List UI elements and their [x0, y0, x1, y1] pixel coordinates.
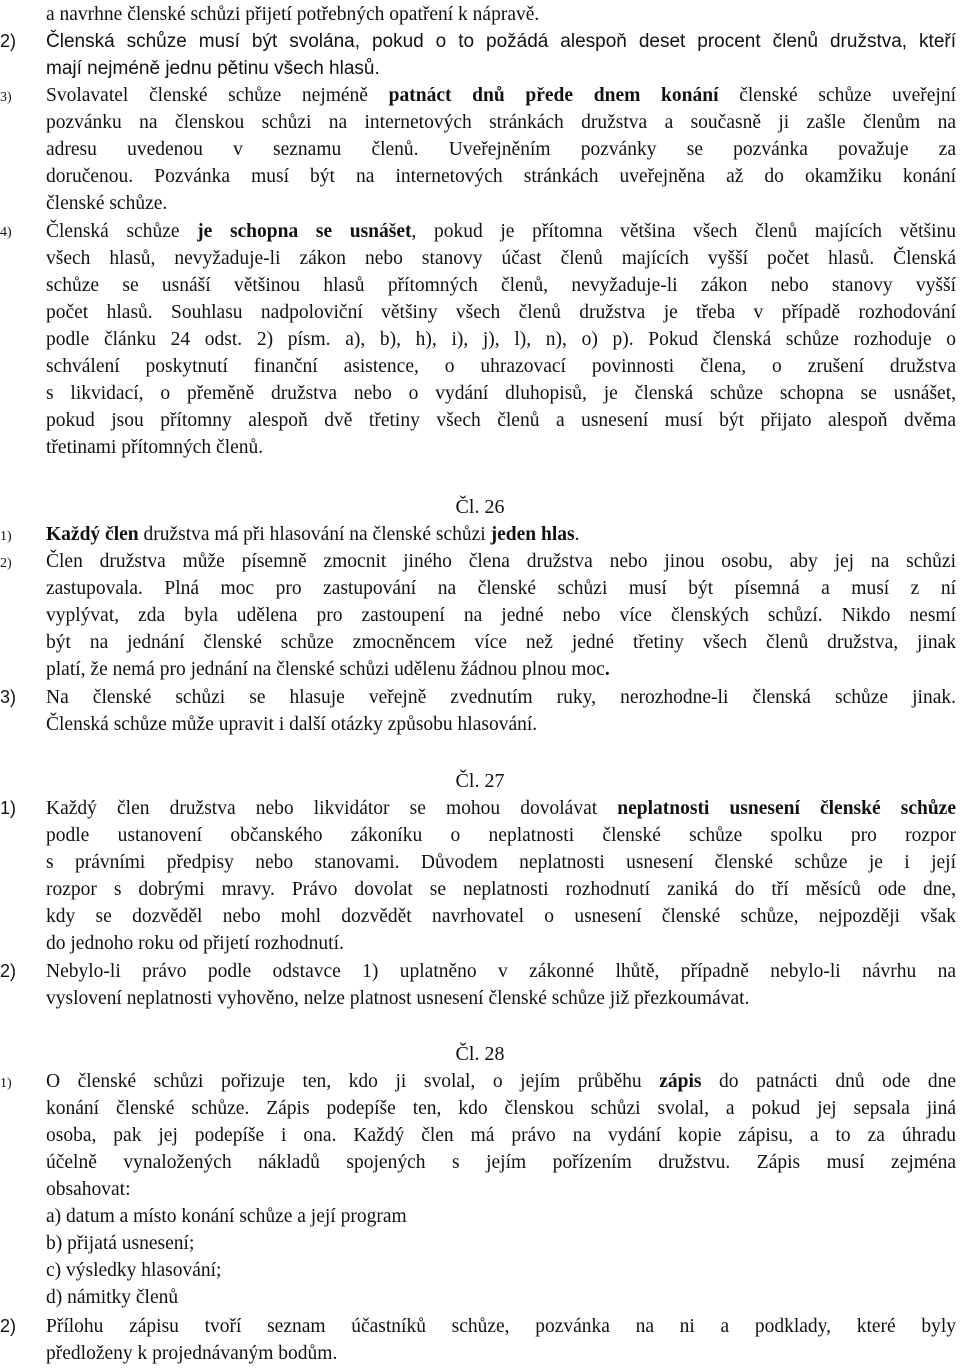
paragraph-line: Každý člen družstva má při hlasování na členské schůzi jeden hlas. — [46, 524, 580, 545]
paragraph-line: Člen družstva může písemně zmocnit jiného člena družstva nebo jinou osobu, aby jej na schůzi — [46, 551, 956, 572]
paragraph-line: doručenou. Pozvánka musí být na internetových stránkách uveřejněna až do okamžiku konání — [46, 166, 956, 187]
paragraph-line: zastupovala. Plná moc pro zastupování na členské schůzi musí být písemná a musí z ní — [46, 578, 956, 599]
paragraph-number: 1) — [0, 798, 17, 818]
paragraph-line: schůze se usnáší většinou hlasů přítomných členů, nevyžaduje-li zákon nebo stanovy vyšší — [46, 275, 956, 296]
paragraph-number: 1) — [0, 1076, 12, 1091]
paragraph-line: mají nejméně jednu pětinu všech hlasů. — [46, 58, 380, 79]
paragraph-line: s právními předpisy nebo stanovami. Důvodem neplatnosti usnesení členské schůze je i její — [46, 852, 956, 873]
paragraph-line: rozpor s dobrými mravy. Právo dovolat se neplatnosti rozhodnutí zaniká do tří měsíců ode dne, — [46, 879, 956, 900]
article-heading: Čl. 27 — [455, 770, 505, 792]
paragraph-line: osoba, pak jej podepíše i ona. Každý člen má právo na vydání kopie zápisu, a to za úhradu — [46, 1125, 956, 1146]
paragraph-line: Členská schůze musí být svolána, pokud o to požádá alespoň deset procent členů družstva, kteří — [46, 31, 956, 52]
paragraph-line: Členská schůze může upravit i další otázky způsobu hlasování. — [46, 714, 538, 735]
list-item: d) námitky členů — [46, 1287, 179, 1308]
paragraph-line: do jednoho roku od přijetí rozhodnutí. — [46, 933, 344, 954]
paragraph-line: pozvánku na členskou schůzi na internetových stránkách družstva a současně ji zašle členům na — [46, 112, 956, 133]
article-heading: Čl. 26 — [455, 496, 505, 518]
paragraph-line: platí, že nemá pro jednání na členské schůzi udělenu žádnou plnou moc. — [46, 659, 610, 680]
paragraph-number: 4) — [0, 225, 12, 240]
paragraph-line: pokud jsou přítomny alespoň dvě třetiny všech členů a usnesení musí být přijato alespoň dvěma — [46, 410, 956, 431]
paragraph-number: 3) — [0, 687, 17, 707]
paragraph-number: 3) — [0, 90, 12, 105]
paragraph-line: konání členské schůze. Zápis podepíše ten, kdo členskou schůzi svolal, a pokud jej sepsala jiná — [46, 1098, 956, 1119]
paragraph-line: vyplývat, zda byla udělena pro zastoupení na jedné nebo více členských schůzí. Nikdo nesmí — [46, 605, 956, 626]
paragraph-line: kdy se dozvěděl nebo mohl dozvědět navrhovatel o usnesení členské schůze, nejpozději však — [46, 906, 956, 927]
article-heading: Čl. 28 — [455, 1043, 505, 1065]
paragraph-line: členské schůze. — [46, 193, 168, 214]
paragraph-line: Každý člen družstva nebo likvidátor se mohou dovolávat neplatnosti usnesení členské schůze — [46, 798, 956, 819]
paragraph-number: 2) — [0, 556, 12, 571]
paragraph-line: obsahovat: — [46, 1179, 131, 1200]
paragraph-line: podle článku 24 odst. 2) písm. a), b), h), i), j), l), n), o) p). Pokud členská schůze rozhoduje o — [46, 329, 956, 350]
paragraph-line: s likvidací, o přeměně družstva nebo o vydání dluhopisů, je členská schůze schopna se usnášet, — [46, 383, 956, 404]
paragraph-line: Přílohu zápisu tvoří seznam účastníků schůze, pozvánka na ni a podklady, které byly — [46, 1316, 956, 1337]
paragraph-line: adresu uvedenou v seznamu členů. Uveřejněním pozvánky se pozvánka považuje za — [46, 139, 956, 160]
paragraph-line: počet hlasů. Souhlasu nadpoloviční většiny všech členů družstva je třeba v případě rozhodování — [46, 302, 956, 323]
paragraph-line: všech hlasů, nevyžaduje-li zákon nebo stanovy účast členů majících vyšší počet hlasů. Členská — [46, 248, 956, 269]
paragraph-line: Na členské schůzi se hlasuje veřejně zvednutím ruky, nerozhodne-li členská schůze jinak. — [46, 687, 956, 708]
paragraph-line: podle ustanovení občanského zákoníku o neplatnosti členské schůze spolku pro rozpor — [46, 825, 956, 846]
paragraph-number: 2) — [0, 961, 17, 981]
paragraph-number: 1) — [0, 529, 12, 544]
paragraph-line: být na jednání členské schůze zmocněncem více než jedné třetiny všech členů družstva, jinak — [46, 632, 956, 653]
paragraph-number: 2) — [0, 31, 17, 51]
paragraph-line: Nebylo-li právo podle odstavce 1) uplatněno v zákonné lhůtě, případně nebylo-li návrhu na — [46, 961, 956, 982]
list-item: a) datum a místo konání schůze a její program — [46, 1206, 407, 1227]
paragraph-line: Členská schůze je schopna se usnášet, pokud je přítomna většina všech členů majících většinu — [46, 221, 956, 242]
paragraph-line: schválení poskytnutí finanční asistence, o uhrazovací povinnosti člena, o zrušení družstva — [46, 356, 956, 377]
paragraph-line: předloženy k projednávaným bodům. — [46, 1343, 338, 1364]
paragraph-line: účelně vynaložených nákladů spojených s jejím pořízením družstvu. Zápis musí zejména — [46, 1152, 956, 1173]
paragraph-line: O členské schůzi pořizuje ten, kdo ji svolal, o jejím průběhu zápis do patnácti dnů ode dne — [46, 1071, 956, 1092]
paragraph-line: vyslovení neplatnosti vyhověno, nelze platnost usnesení členské schůze již přezkoumávat. — [46, 988, 750, 1009]
list-item: b) přijatá usnesení; — [46, 1233, 195, 1254]
paragraph-number: 2) — [0, 1316, 17, 1336]
list-item: c) výsledky hlasování; — [46, 1260, 222, 1281]
paragraph-line: a navrhne členské schůzi přijetí potřebných opatření k nápravě. — [46, 4, 540, 25]
paragraph-line: třetinami přítomných členů. — [46, 437, 264, 458]
paragraph-line: Svolavatel členské schůze nejméně patnáct dnů přede dnem konání členské schůze uveřejní — [46, 85, 956, 106]
